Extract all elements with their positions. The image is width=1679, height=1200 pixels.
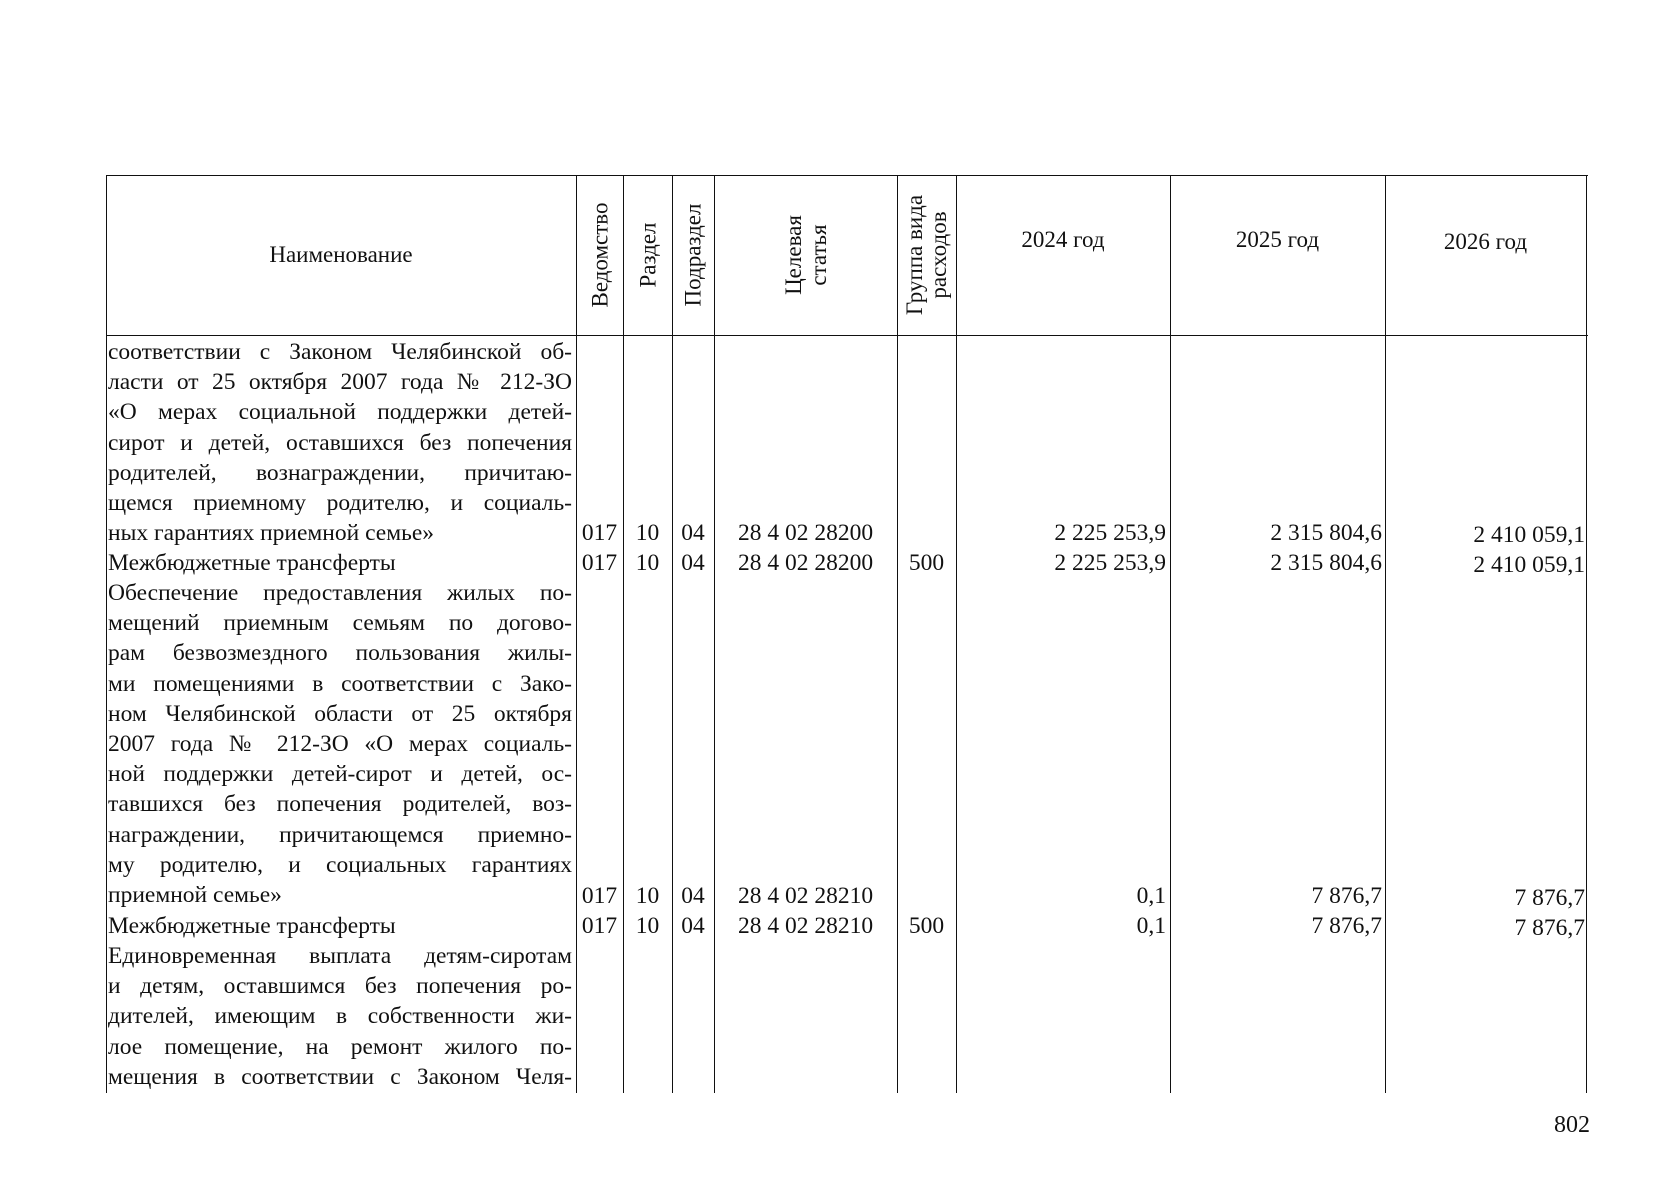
row-2-name bbox=[108, 578, 572, 910]
row-1-2026: 2 410 059,1 bbox=[1473, 552, 1585, 578]
row-2-2025: 7 876,7 bbox=[1311, 883, 1382, 909]
col-divider-target bbox=[897, 175, 898, 1093]
row-0-line-2: «О мерах социальной поддержки детей- bbox=[108, 399, 572, 426]
row-3-name bbox=[108, 911, 572, 941]
row-2-line-4: ном Челябинской области от 25 октября bbox=[108, 700, 572, 727]
row-0-name bbox=[108, 337, 572, 548]
row-3-podrazdel: 04 bbox=[681, 913, 705, 939]
row-2-razdel: 10 bbox=[635, 883, 660, 909]
row-3-2024: 0,1 bbox=[1136, 913, 1166, 939]
row-1-podrazdel: 04 bbox=[681, 550, 705, 576]
table-right-border bbox=[1586, 175, 1587, 1093]
row-0-line-5: щемся приемному родителю, и социаль- bbox=[108, 490, 572, 517]
row-0-podrazdel: 04 bbox=[681, 520, 705, 546]
page-number: 802 bbox=[1554, 1112, 1590, 1138]
row-3-vedomstvo: 017 bbox=[581, 913, 618, 939]
header-2026: 2026 год bbox=[1443, 229, 1528, 254]
row-3-line-0: Межбюджетные трансферты bbox=[108, 913, 396, 939]
row-0-line-1: ласти от 25 октября 2007 года № 212-ЗО bbox=[108, 369, 572, 396]
row-3-2026: 7 876,7 bbox=[1514, 915, 1585, 941]
col-divider-group bbox=[956, 175, 957, 1093]
row-0-2025: 2 315 804,6 bbox=[1270, 520, 1382, 546]
row-1-2025: 2 315 804,6 bbox=[1270, 550, 1382, 576]
row-4-line-2: дителей, имеющим в собственности жи- bbox=[108, 1003, 572, 1030]
row-3-razdel: 10 bbox=[635, 913, 660, 939]
row-0-target: 28 4 02 28200 bbox=[737, 520, 874, 546]
row-3-target: 28 4 02 28210 bbox=[737, 913, 874, 939]
row-1-razdel: 10 bbox=[635, 550, 660, 576]
row-0-line-0: соответствии с Законом Челябинской об- bbox=[108, 339, 572, 365]
row-1-name bbox=[108, 548, 572, 578]
row-4-line-3: лое помещение, на ремонт жилого по- bbox=[108, 1033, 572, 1060]
row-4-name bbox=[108, 941, 572, 1092]
row-2-line-7: тавшихся без попечения родителей, воз- bbox=[108, 791, 572, 818]
header-group-line1: Группа вида bbox=[902, 194, 927, 316]
row-4-line-1: и детям, оставшимся без попечения ро- bbox=[108, 973, 572, 1000]
row-0-2024: 2 225 253,9 bbox=[1054, 520, 1166, 546]
row-2-line-10: приемной семье» bbox=[108, 882, 282, 909]
header-razdel: Раздел bbox=[635, 222, 661, 288]
row-0-razdel: 10 bbox=[635, 520, 660, 546]
col-divider-razdel bbox=[672, 175, 673, 1093]
header-2025: 2025 год bbox=[1235, 227, 1320, 252]
row-1-group: 500 bbox=[908, 550, 945, 576]
row-2-2024: 0,1 bbox=[1136, 883, 1166, 909]
row-1-vedomstvo: 017 bbox=[581, 550, 618, 576]
row-4-line-0: Единовременная выплата детям-сиротам bbox=[108, 943, 572, 969]
row-2-line-8: награждении, причитающемся приемно- bbox=[108, 821, 572, 848]
col-divider-name bbox=[576, 175, 577, 1093]
row-4-line-4: мещения в соответствии с Законом Челя- bbox=[108, 1063, 572, 1090]
row-0-line-3: сирот и детей, оставшихся без попечения bbox=[108, 429, 572, 456]
header-target-line2: статья bbox=[806, 224, 831, 286]
header-target-line1: Целевая bbox=[781, 215, 806, 295]
header-podrazdel: Подраздел bbox=[680, 203, 706, 307]
row-3-group: 500 bbox=[908, 913, 945, 939]
row-1-line-0: Межбюджетные трансферты bbox=[108, 550, 396, 576]
header-target bbox=[781, 215, 831, 295]
col-divider-vedomstvo bbox=[623, 175, 624, 1093]
row-1-target: 28 4 02 28200 bbox=[737, 550, 874, 576]
col-divider-podrazdel bbox=[714, 175, 715, 1093]
row-2-line-5: 2007 года № 212-ЗО «О мерах социаль- bbox=[108, 731, 572, 758]
row-2-line-1: мещений приемным семьям по догово- bbox=[108, 610, 572, 637]
row-0-vedomstvo: 017 bbox=[581, 520, 618, 546]
header-vedomstvo: Ведомство bbox=[587, 202, 613, 308]
row-2-line-9: му родителю, и социальных гарантиях bbox=[108, 851, 572, 878]
row-2-line-6: ной поддержки детей-сирот и детей, ос- bbox=[108, 761, 572, 788]
row-2-line-2: рам безвозмездного пользования жилы- bbox=[108, 640, 572, 667]
header-bottom-border bbox=[106, 335, 1588, 336]
budget-table bbox=[106, 175, 1588, 1093]
row-3-2025: 7 876,7 bbox=[1311, 913, 1382, 939]
row-2-podrazdel: 04 bbox=[681, 883, 705, 909]
row-2-vedomstvo: 017 bbox=[581, 883, 618, 909]
row-2-target: 28 4 02 28210 bbox=[737, 883, 874, 909]
header-2024: 2024 год bbox=[1021, 227, 1105, 252]
header-name: Наименование bbox=[269, 242, 413, 267]
row-0-line-4: родителей, вознаграждении, причитаю- bbox=[108, 459, 572, 486]
row-2-line-3: ми помещениями в соответствии с Зако- bbox=[108, 670, 572, 697]
header-group-line2: расходов bbox=[926, 211, 951, 299]
row-0-2026: 2 410 059,1 bbox=[1473, 522, 1585, 548]
row-0-line-6: ных гарантиях приемной семье» bbox=[108, 520, 434, 547]
col-divider-2025 bbox=[1385, 175, 1386, 1093]
col-divider-2024 bbox=[1170, 175, 1171, 1093]
row-2-2026: 7 876,7 bbox=[1514, 885, 1585, 911]
header-group bbox=[903, 195, 951, 315]
row-2-line-0: Обеспечение предоставления жилых по- bbox=[108, 580, 572, 606]
row-1-2024: 2 225 253,9 bbox=[1054, 550, 1166, 576]
